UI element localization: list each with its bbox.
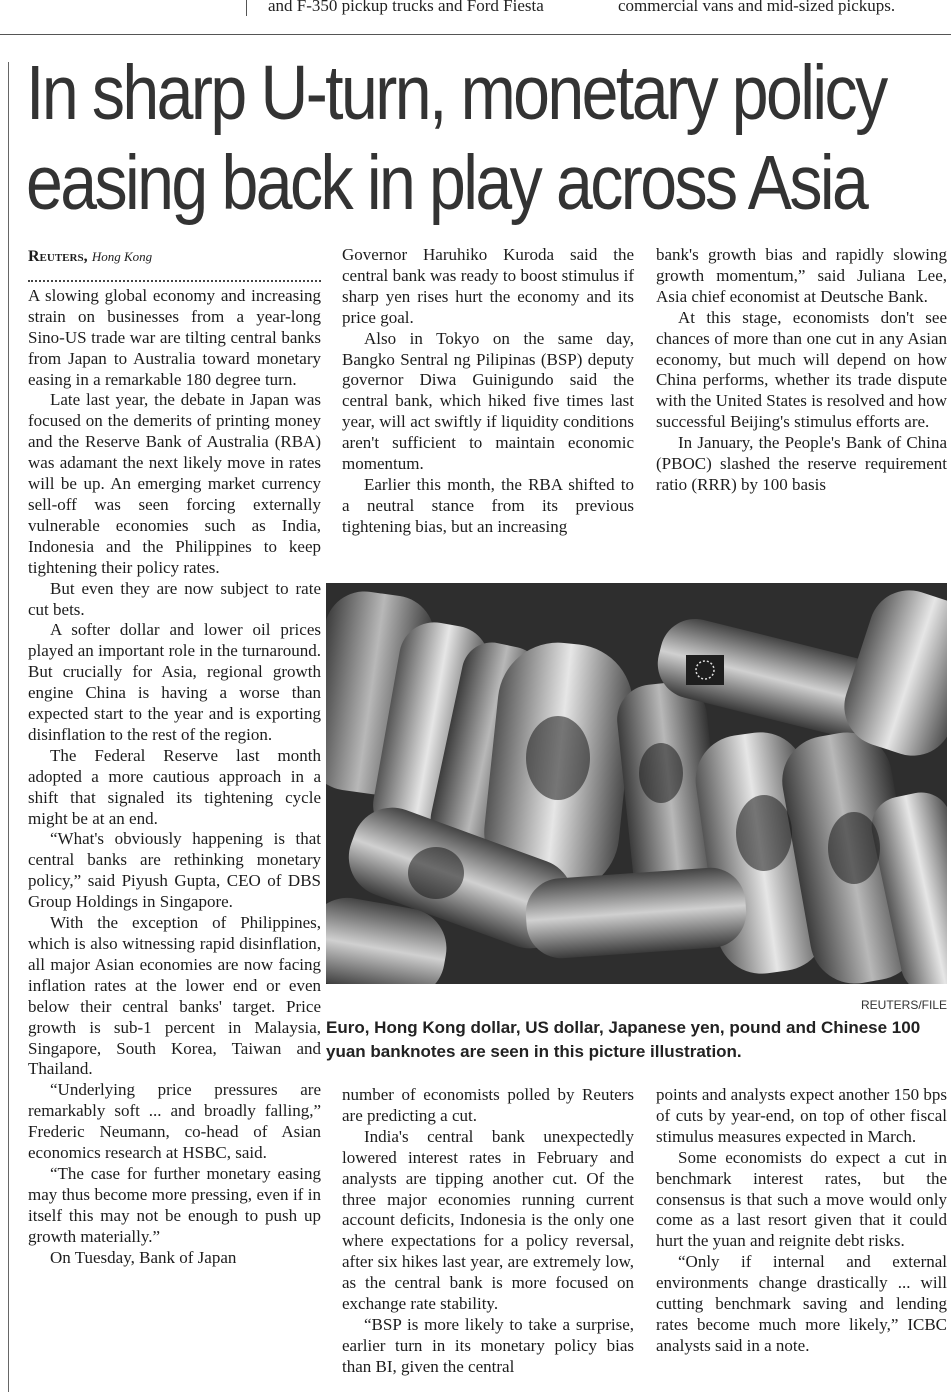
photo-caption: Euro, Hong Kong dollar, US dollar, Japanese yen, pound and Chinese 100 yuan banknotes are seen in this picture illustration.	[326, 1018, 921, 1061]
euro-flag-icon	[686, 655, 724, 685]
paragraph: A softer dollar and lower oil prices played an important role in the turnaround. But crucially for Asia, regional growth engine China is having a worse than expected start to the year and is exporting disinflation to the rest of the region.	[28, 620, 321, 744]
paragraph: India's central bank unexpectedly lowered interest rates in February and analysts are tipping another cut. Of the three major economies running current account deficits, Indonesia is the only one where expectations for a policy reversal, after six hikes last year, are extremely low, as the central bank is more focused on exchange rate stability.	[342, 1126, 634, 1314]
paragraph: The Federal Reserve last month adopted a more cautious approach in a shift that signaled its tightening cycle might be at an end.	[28, 745, 321, 828]
article-column-1	[28, 246, 321, 1269]
paragraph: With the exception of Philippines, which is also witnessing rapid disinflation, all major Asian economies are now facing inflation rates at the lower end or even below their central banks' target. Price growth is sub-1 percent in Malaysia, Singapore, South Korea, Taiwan and Thailand.	[28, 913, 321, 1079]
paragraph: Some economists do expect a cut in benchmark interest rates, but the consensus is that such a move would only come as a last resort given that it could hurt the yuan and reignite debt risks.	[656, 1147, 947, 1251]
byline-agency: Reuters,	[28, 248, 88, 265]
article-column-2-top	[342, 245, 634, 538]
paragraph: In January, the People's Bank of China (PBOC) slashed the reserve requirement ratio (RRR) by 100 basis	[656, 433, 947, 494]
headline	[26, 48, 886, 228]
photo-credit: REUTERS/FILE	[860, 998, 947, 1012]
paragraph: “Underlying price pressures are remarkably soft ... and broadly falling,” Frederic Neumann, co-head of Asian economics research at HSBC, said.	[28, 1080, 321, 1163]
previous-story-strip	[0, 0, 951, 35]
paragraph: Earlier this month, the RBA shifted to a neutral stance from its previous tightening bias, but an increasing	[342, 474, 634, 536]
byline-city: Hong Kong	[91, 249, 153, 264]
paragraph: At this stage, economists don't see chances of more than one cut in any Asian economy, but much will depend on how China performs, whether its trade dispute with the United States is resolved and how successful Beijing's stimulus efforts are.	[656, 307, 947, 432]
paragraph: “BSP is more likely to take a surprise, earlier turn in its monetary policy bias than BI, given the central	[342, 1314, 634, 1376]
paragraph: A slowing global economy and increasing strain on businesses from a year-long Sino-US trade war are tilting central banks from Japan to Australia toward monetary easing in a remarkable 180 degree turn.	[28, 285, 321, 389]
banknotes-photo	[326, 583, 947, 984]
paragraph: Governor Haruhiko Kuroda said the central bank was ready to boost stimulus if sharp yen rises hurt the economy and its price goal.	[342, 245, 634, 327]
byline-divider	[28, 276, 321, 282]
paragraph: points and analysts expect another 150 bps of cuts by year-end, on top of other fiscal stimulus measures expected in March.	[656, 1085, 947, 1146]
previous-story-text-right: commercial vans and mid-sized pickups.	[618, 0, 896, 15]
article-column-3-bottom	[656, 1085, 947, 1357]
paragraph: Also in Tokyo on the same day, Bangko Sentral ng Pilipinas (BSP) deputy governor Diwa Guinigundo said the central bank, which hiked five times last year, will act swiftly if liquidity conditions aren't sufficient to maintain economic momentum.	[342, 328, 634, 474]
paragraph: On Tuesday, Bank of Japan	[50, 1247, 237, 1267]
paragraph: Late last year, the debate in Japan was focused on the demerits of printing money and the Reserve Bank of Australia (RBA) was adamant the next likely move in rates will be up. An emerging market currency sell-off was seen forcing externally vulnerable economies such as India, Indonesia and the Philippines to keep tightening their policy rates.	[28, 390, 321, 577]
byline	[28, 246, 321, 268]
article-column-3-top	[656, 245, 947, 496]
paragraph: “The case for further monetary easing may thus become more pressing, even if in itself this may not be enough to push up growth materially.”	[28, 1163, 321, 1246]
headline-line-2: easing back in play across Asia	[26, 140, 867, 226]
headline-line-1: In sharp U-turn, monetary policy	[26, 50, 886, 136]
previous-story-text-left: and F-350 pickup trucks and Ford Fiesta	[268, 0, 544, 15]
paragraph: “Only if internal and external environments change drastically ... will cutting benchmark saving and lending rates become much more likely,” ICBC analysts said in a note.	[656, 1252, 947, 1355]
paragraph: number of economists polled by Reuters are predicting a cut.	[342, 1085, 634, 1125]
paragraph: “What's obviously happening is that central banks are rethinking monetary policy,” said Piyush Gupta, CEO of DBS Group Holdings in Singapore.	[28, 829, 321, 912]
paragraph: But even they are now subject to rate cut bets.	[28, 578, 321, 619]
paragraph: bank's growth bias and rapidly slowing growth momentum,” said Juliana Lee, Asia chief economist at Deutsche Bank.	[656, 245, 947, 306]
column-divider	[246, 0, 247, 16]
left-margin-rule	[8, 62, 9, 1392]
article-column-2-bottom	[342, 1085, 634, 1378]
